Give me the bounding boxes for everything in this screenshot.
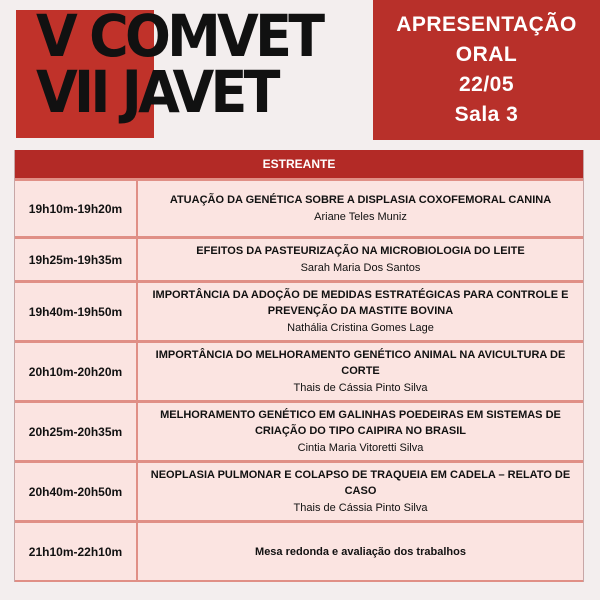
row-content: [138, 283, 583, 340]
event-title-line-2: VII JAVET: [36, 58, 277, 126]
event-title: [36, 2, 322, 126]
table-row: [15, 178, 583, 236]
table-row: [15, 520, 583, 582]
row-time: 20h40m-20h50m: [15, 463, 138, 520]
presentation-mode: ORAL: [455, 43, 518, 66]
row-time: 20h25m-20h35m: [15, 403, 138, 460]
table-row: [15, 280, 583, 340]
header: [0, 0, 600, 150]
row-time: 20h10m-20h20m: [15, 343, 138, 400]
talk-title: IMPORTÂNCIA DA ADOÇÃO DE MEDIDAS ESTRATÉGICAS PARA CONTROLE E PREVENÇÃO DA MASTITE BOVINA: [152, 289, 569, 317]
talk-author: Thais de Cássia Pinto Silva: [293, 502, 428, 514]
table-row: [15, 460, 583, 520]
table-heading: ESTREANTE: [15, 150, 583, 178]
row-time: 21h10m-22h10m: [15, 523, 138, 580]
presentation-info-box: [373, 0, 600, 140]
row-content: [138, 239, 583, 280]
table-row: [15, 236, 583, 280]
row-time: 19h10m-19h20m: [15, 181, 138, 236]
schedule-table: [14, 150, 584, 582]
presentation-room: Sala 3: [454, 103, 519, 126]
talk-title: NEOPLASIA PULMONAR E COLAPSO DE TRAQUEIA EM CADELA – RELATO DE CASO: [150, 469, 571, 497]
talk-author: Thais de Cássia Pinto Silva: [293, 382, 428, 394]
table-row: [15, 400, 583, 460]
talk-author: Ariane Teles Muniz: [314, 211, 407, 223]
talk-author: Nathália Cristina Gomes Lage: [287, 322, 434, 334]
row-content: [138, 181, 583, 236]
row-content: [138, 463, 583, 520]
talk-title: MELHORAMENTO GENÉTICO EM GALINHAS POEDEIRAS EM SISTEMAS DE CRIAÇÃO DO TIPO CAIPIRA NO BRASIL: [160, 409, 561, 437]
row-content: [138, 343, 583, 400]
event-title-line-1: V COMVET: [36, 2, 322, 70]
talk-title: IMPORTÂNCIA DO MELHORAMENTO GENÉTICO ANIMAL NA AVICULTURA DE CORTE: [155, 349, 566, 377]
talk-title: EFEITOS DA PASTEURIZAÇÃO NA MICROBIOLOGIA DO LEITE: [196, 245, 525, 257]
row-content: [138, 523, 583, 580]
row-content: [138, 403, 583, 460]
talk-author: Sarah Maria Dos Santos: [300, 262, 421, 274]
talk-title: Mesa redonda e avaliação dos trabalhos: [255, 545, 466, 558]
row-time: 19h25m-19h35m: [15, 239, 138, 280]
table-row: [15, 340, 583, 400]
talk-title: ATUAÇÃO DA GENÉTICA SOBRE A DISPLASIA COXOFEMORAL CANINA: [169, 194, 552, 206]
talk-author: Cintia Maria Vitoretti Silva: [297, 442, 424, 454]
presentation-date: 22/05: [458, 73, 515, 96]
row-time: 19h40m-19h50m: [15, 283, 138, 340]
presentation-type: APRESENTAÇÃO: [396, 13, 577, 36]
